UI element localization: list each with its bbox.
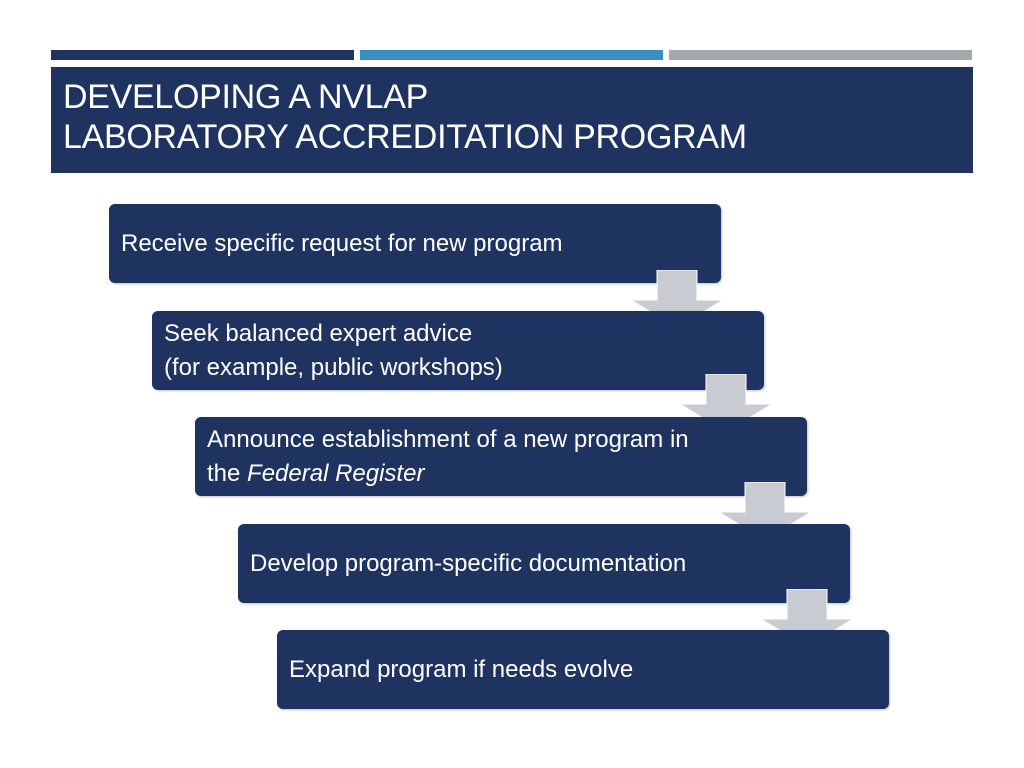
slide-title-line-1: DEVELOPING A NVLAP — [63, 78, 428, 116]
title-band — [51, 67, 973, 173]
header-accent-bar-gray — [669, 50, 972, 60]
federal-register-italic: Federal Register — [247, 459, 425, 487]
process-step-1 — [109, 204, 721, 283]
step-2-text-line-1: Seek balanced expert advice — [164, 319, 473, 347]
slide-title-line-2: LABORATORY ACCREDITATION PROGRAM — [63, 118, 747, 156]
step-5-text: Expand program if needs evolve — [289, 655, 634, 683]
process-step-3 — [195, 417, 807, 496]
step-2-text-line-2: (for example, public workshops) — [164, 353, 503, 381]
step-3-text-line-1: Announce establishment of a new program in — [207, 425, 689, 453]
step-1-text: Receive specific request for new program — [121, 229, 563, 257]
step-3-text-prefix: the — [207, 459, 248, 487]
process-step-5 — [277, 630, 889, 709]
header-accent-bar-navy — [51, 50, 354, 60]
process-step-2 — [152, 311, 764, 390]
step-3-text-line-2 — [207, 457, 689, 491]
step-4-text: Develop program-specific documentation — [250, 549, 687, 577]
process-step-4 — [238, 524, 850, 603]
header-accent-bar-blue — [360, 50, 663, 60]
